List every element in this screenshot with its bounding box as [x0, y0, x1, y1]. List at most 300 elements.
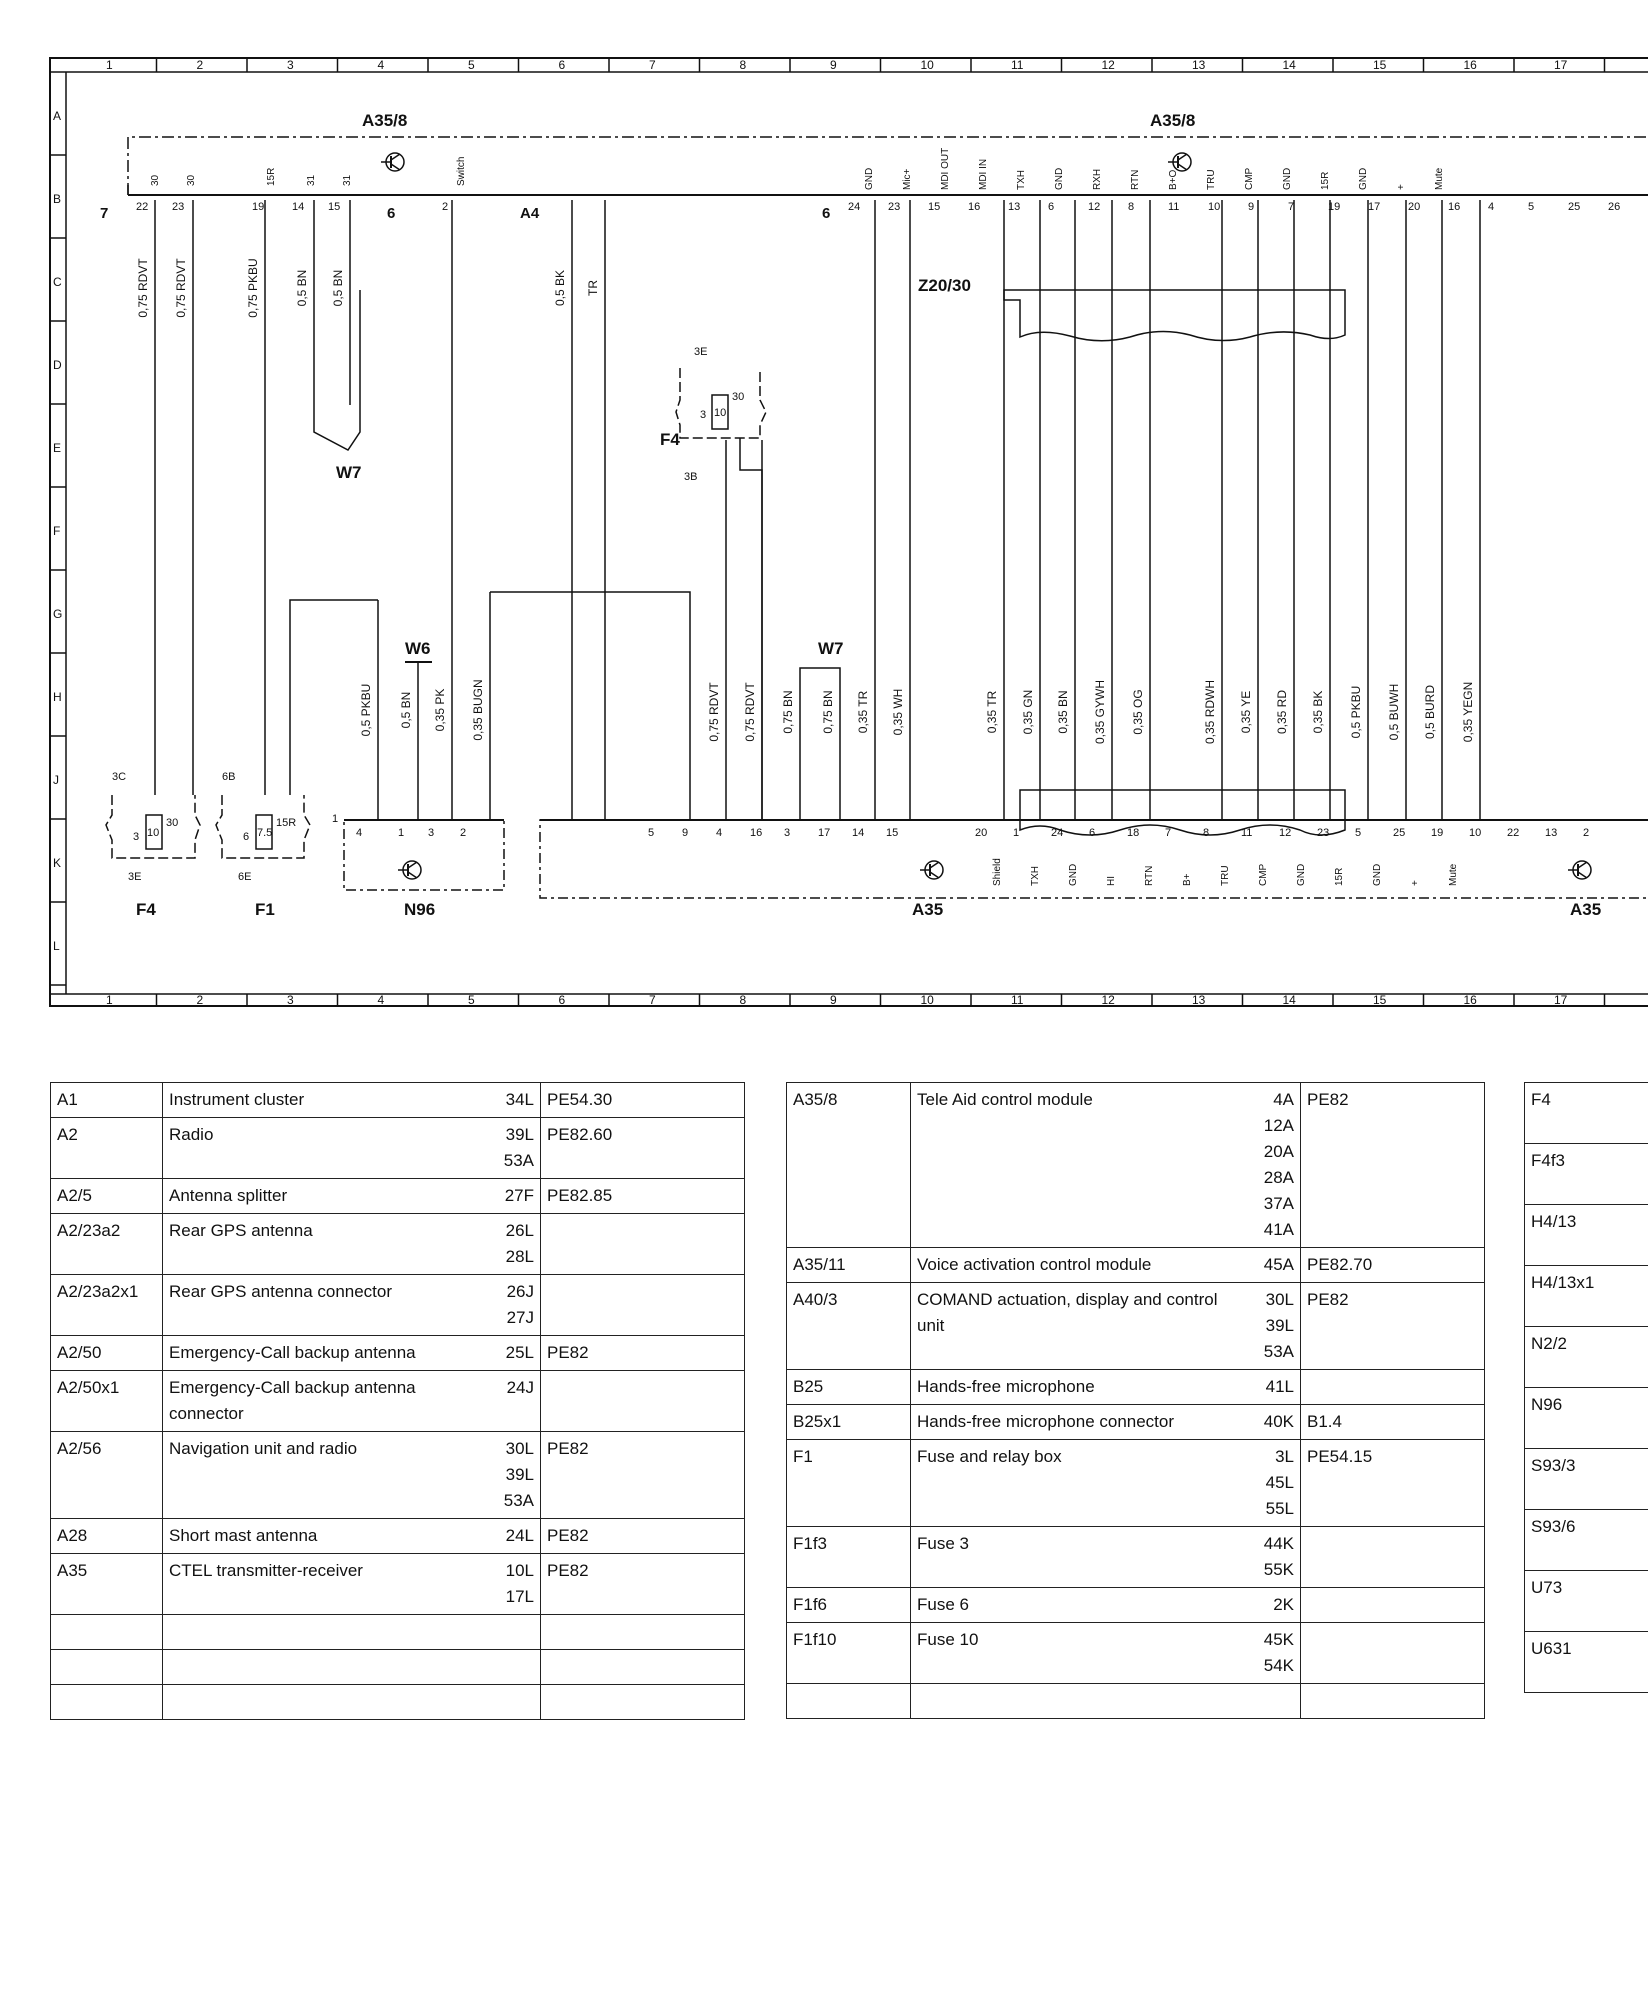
top-pin-number: 15 [328, 201, 341, 213]
a35-pin-signal: RTN [1144, 865, 1155, 886]
grid-col-label: 1 [106, 58, 113, 72]
a35-pin-number: 22 [1507, 827, 1520, 839]
top-pin-number: 16 [1448, 201, 1461, 213]
legend-loc [481, 1615, 541, 1650]
legend-code: U631 [1525, 1632, 1648, 1693]
transistor-icon [381, 153, 404, 171]
a35-pin-number: 5 [648, 827, 655, 839]
legend-row [1525, 1205, 1648, 1266]
legend-loc: 25L [481, 1336, 541, 1371]
a35-pin-number: 9 [682, 827, 689, 839]
legend-desc: Fuse 6 [911, 1588, 1233, 1623]
legend-desc: Fuse 3 [911, 1527, 1233, 1588]
grid-col-label: 16 [1463, 58, 1477, 72]
top-pin-number: 7 [1288, 201, 1295, 213]
legend-ref [1301, 1527, 1485, 1588]
legend-row [787, 1405, 1485, 1440]
top-pin-number: 9 [1248, 201, 1255, 213]
grid-row-label: E [53, 441, 62, 455]
legend-row [1525, 1266, 1648, 1327]
legend-desc: Instrument cluster [163, 1083, 481, 1118]
wire-label: 0,5 BN [399, 691, 413, 729]
grid-col-label: 6 [558, 993, 566, 1007]
top-pin-number: 2 [442, 201, 449, 213]
grid-col-label: 11 [1011, 993, 1024, 1007]
wire-label: 0,35 TR [985, 690, 999, 734]
wire-label: 0,5 PKBU [1349, 685, 1363, 739]
wire-label: 0,5 BN [295, 269, 309, 307]
legend-desc: Fuse and relay box [911, 1440, 1233, 1527]
legend-desc: Voice activation control module [911, 1248, 1233, 1283]
fuse-f1-term: 15R [276, 817, 297, 829]
a35-pin-signal: GND [1068, 863, 1079, 886]
top-pin-signal: + [1396, 184, 1407, 190]
wire-label: 0,75 RDVT [136, 258, 150, 318]
legend-desc: Emergency-Call backup antenna connector [163, 1371, 481, 1432]
a35-pin-number: 25 [1393, 827, 1406, 839]
a35-pin-signal: GND [1296, 863, 1307, 886]
legend-loc: 34L [481, 1083, 541, 1118]
legend-row [787, 1527, 1485, 1588]
legend-row [1525, 1571, 1648, 1632]
legend-row [51, 1275, 745, 1336]
fuse-f1-term: 7.5 [257, 827, 273, 839]
top-pin-signal: 15R [1320, 171, 1331, 190]
top-pin-signal: Mute [1434, 167, 1445, 190]
n96-pin: 1 [332, 813, 339, 825]
legend-desc [163, 1615, 481, 1650]
wire-label: 0,35 RDWH [1203, 679, 1217, 745]
legend-ref [1301, 1623, 1485, 1684]
grid-col-label: 15 [1373, 993, 1387, 1007]
legend-desc [163, 1685, 481, 1720]
top-pin-number: 25 [1568, 201, 1581, 213]
b-left-number: 7 [100, 205, 109, 222]
fuse-mid-term: 30 [732, 391, 745, 403]
legend-loc [1233, 1684, 1301, 1719]
a35-pin-signal: B+ [1182, 873, 1193, 886]
legend-row [787, 1684, 1485, 1719]
legend-loc: 41L [1233, 1370, 1301, 1405]
grid-col-label: 15 [1373, 58, 1387, 72]
legend-code: A35 [51, 1554, 163, 1615]
a35-pin-signal: GND [1372, 863, 1383, 886]
grid-row-label: H [53, 690, 62, 704]
top-pin-signal: 30 [186, 174, 197, 186]
legend-code: A2/5 [51, 1179, 163, 1214]
grid-col-label: 10 [920, 58, 934, 72]
a35-pin-number: 1 [1013, 827, 1020, 839]
a35-pin-number: 8 [1203, 827, 1210, 839]
legend-ref [1301, 1370, 1485, 1405]
legend-row [51, 1615, 745, 1650]
fuse-mid-term: 10 [714, 407, 727, 419]
legend-code: A35/11 [787, 1248, 911, 1283]
a35-pin-number: 13 [1545, 827, 1558, 839]
grid-col-label: 3 [287, 993, 294, 1007]
grid-col-label: 4 [377, 993, 385, 1007]
a35-right-label: A35 [1570, 900, 1602, 919]
fuse-f4-block [106, 771, 200, 919]
fuse-f1-term: 6 [243, 831, 250, 843]
legend-row [51, 1432, 745, 1519]
a4-label: A4 [520, 205, 540, 222]
fuse-mid-term: 3 [700, 409, 707, 421]
legend-row [51, 1554, 745, 1615]
legend-desc: Hands-free microphone [911, 1370, 1233, 1405]
a35-pin-number: 18 [1127, 827, 1140, 839]
legend-code: B25x1 [787, 1405, 911, 1440]
legend-code: A2/23a2x1 [51, 1275, 163, 1336]
wire-label: 0,5 BURD [1423, 684, 1437, 740]
top-pin-signal: MDI OUT [940, 147, 951, 190]
legend-row [51, 1179, 745, 1214]
a35-pin-number: 2 [1583, 827, 1590, 839]
top-pin-number: 6 [1048, 201, 1055, 213]
legend-code [51, 1650, 163, 1685]
legend-row [1525, 1632, 1648, 1693]
b-right-number: 6 [822, 205, 831, 222]
legend-row [787, 1248, 1485, 1283]
grid-row-label: J [53, 773, 59, 787]
top-pin-signal: GND [1054, 167, 1065, 190]
top-pin-number: 4 [1488, 201, 1495, 213]
a35-pin-number: 10 [1469, 827, 1482, 839]
legend-loc: 2K [1233, 1588, 1301, 1623]
top-pin-signal: Mic+ [902, 168, 913, 190]
grid-col-label: 14 [1282, 58, 1296, 72]
legend-desc: Hands-free microphone connector [911, 1405, 1233, 1440]
wire-label: 0,35 RD [1275, 689, 1289, 735]
legend-row [51, 1214, 745, 1275]
a35-pin-number: 20 [975, 827, 988, 839]
wire-label: 0,75 RDVT [707, 682, 721, 742]
legend-row [51, 1650, 745, 1685]
legend-code: N2/2 [1525, 1327, 1648, 1388]
grid-col-label: 2 [196, 993, 204, 1007]
legend-loc: 26J 27J [481, 1275, 541, 1336]
legend-loc: 30L 39L 53A [481, 1432, 541, 1519]
transistor-icon [1168, 153, 1191, 171]
legend-ref: PE82 [541, 1519, 745, 1554]
a35-pin-number: 15 [886, 827, 899, 839]
legend-code: F1 [787, 1440, 911, 1527]
wire-label: 0,35 GYWH [1093, 679, 1107, 745]
grid-col-label: 17 [1554, 993, 1568, 1007]
top-pin-number: 20 [1408, 201, 1421, 213]
legend-code: A35/8 [787, 1083, 911, 1248]
a35-pin-number: 14 [852, 827, 865, 839]
transistor-icon [398, 861, 421, 879]
grid-col-label: 5 [468, 993, 475, 1007]
legend-code: S93/3 [1525, 1449, 1648, 1510]
legend-row [51, 1118, 745, 1179]
top-pin-number: 10 [1208, 201, 1221, 213]
a35-pin-signal: TXH [1030, 866, 1041, 886]
grid-col-label: 5 [468, 58, 475, 72]
grid-col-label: 16 [1463, 993, 1477, 1007]
a35-pin-number: 3 [784, 827, 791, 839]
n96-pin: 4 [356, 827, 363, 839]
legend-row [51, 1336, 745, 1371]
legend-code: A1 [51, 1083, 163, 1118]
wire-label: 0,35 PK [433, 688, 447, 732]
legend-desc: Rear GPS antenna [163, 1214, 481, 1275]
legend-loc: 3L 45L 55L [1233, 1440, 1301, 1527]
top-pin-number: 14 [292, 201, 305, 213]
legend-code: F1f6 [787, 1588, 911, 1623]
a35-pin-number: 16 [750, 827, 763, 839]
legend-desc [911, 1684, 1233, 1719]
n96-pin: 1 [398, 827, 405, 839]
wire-label: 0,35 OG [1131, 689, 1145, 735]
legend-ref: PE54.30 [541, 1083, 745, 1118]
grid-col-label: 2 [196, 58, 204, 72]
grid-row-label: D [53, 358, 62, 372]
top-pin-number: 16 [968, 201, 981, 213]
wire-label: 0,5 BK [553, 269, 567, 307]
wire-label: 0,75 PKBU [246, 258, 260, 318]
wire-label: 0,5 PKBU [359, 683, 373, 737]
legend-code: A2/50x1 [51, 1371, 163, 1432]
grid-col-label: 11 [1011, 58, 1024, 72]
grid-row-label: K [53, 856, 62, 870]
legend-row [51, 1519, 745, 1554]
wire-label: 0,5 BUWH [1387, 683, 1401, 741]
legend-ref: PE82 [541, 1432, 745, 1519]
a35-pin-signal: + [1410, 880, 1421, 886]
legend-loc: 44K 55K [1233, 1527, 1301, 1588]
top-pin-number: 22 [136, 201, 149, 213]
wire-label: TR [586, 280, 600, 296]
fuse-f4-label: F4 [136, 900, 156, 919]
n96-box [344, 820, 504, 890]
legend-row [787, 1440, 1485, 1527]
legend-ref [1301, 1588, 1485, 1623]
grid-col-label: 8 [739, 58, 747, 72]
grid-row-label: C [53, 275, 62, 289]
legend-row [787, 1588, 1485, 1623]
grid-col-label: 1 [106, 993, 113, 1007]
legend-row [51, 1371, 745, 1432]
fuse-f4-term: 30 [166, 817, 179, 829]
grid-col-label: 3 [287, 58, 294, 72]
legend-code: A2 [51, 1118, 163, 1179]
wire-label: 0,35 TR [856, 690, 870, 734]
transistor-icon [920, 861, 943, 879]
legend-ref [541, 1371, 745, 1432]
a35-pin-signal: CMP [1258, 863, 1269, 886]
wire-label: 0,35 GN [1021, 689, 1035, 735]
top-pin-number: 19 [252, 201, 265, 213]
legend-row [1525, 1144, 1648, 1205]
wire-label: 0,75 RDVT [174, 258, 188, 318]
w7-top-label: W7 [336, 463, 362, 482]
a35-pin-signal: 15R [1334, 867, 1345, 886]
legend-row [787, 1623, 1485, 1684]
legend-ref [541, 1685, 745, 1720]
top-pin-signal: GND [1358, 167, 1369, 190]
legend-loc: 45K 54K [1233, 1623, 1301, 1684]
top-pin-signal: TXH [1016, 170, 1027, 190]
wire-label: 0,35 YEGN [1461, 681, 1475, 743]
grid-col-label: 8 [739, 993, 747, 1007]
a35-pin-signal: Shield [992, 858, 1003, 886]
legend-ref: PE82.85 [541, 1179, 745, 1214]
a35-pin-number: 23 [1317, 827, 1330, 839]
a35-8-left-label: A35/8 [362, 111, 408, 130]
a35-pin-number: 5 [1355, 827, 1362, 839]
legend-desc: CTEL transmitter-receiver [163, 1554, 481, 1615]
top-pin-signal: GND [864, 167, 875, 190]
legend-loc: 26L 28L [481, 1214, 541, 1275]
legend-code: B25 [787, 1370, 911, 1405]
legend-code [51, 1685, 163, 1720]
grid-col-label: 13 [1192, 58, 1206, 72]
a35-pin-number: 17 [818, 827, 831, 839]
legend-table-left [50, 1082, 745, 1720]
legend-code: H4/13x1 [1525, 1266, 1648, 1327]
legend-ref: PE82.60 [541, 1118, 745, 1179]
grid-row-label: F [53, 524, 61, 538]
b-mid-number: 6 [387, 205, 396, 222]
legend-row [1525, 1083, 1648, 1144]
legend-code: A2/23a2 [51, 1214, 163, 1275]
grid-col-label: 6 [558, 58, 566, 72]
legend-loc: 24L [481, 1519, 541, 1554]
top-pin-number: 11 [1168, 201, 1180, 213]
legend-code [787, 1684, 911, 1719]
wire-label: 0,5 BN [331, 269, 345, 307]
top-pin-number: 19 [1328, 201, 1341, 213]
top-pin-signal: RTN [1130, 169, 1141, 190]
a35-pin-number: 7 [1165, 827, 1172, 839]
a35-pin-number: 19 [1431, 827, 1444, 839]
legend-row [787, 1370, 1485, 1405]
legend-code: F4 [1525, 1083, 1648, 1144]
legend-code: F1f10 [787, 1623, 911, 1684]
top-pin-number: 26 [1608, 201, 1621, 213]
legend-loc: 27F [481, 1179, 541, 1214]
legend-ref: PE82 [541, 1336, 745, 1371]
a35-pin-signal: TRU [1220, 865, 1231, 886]
legend-code: S93/6 [1525, 1510, 1648, 1571]
wire-label: 0,75 BN [821, 690, 835, 734]
wire-label: 0,35 BN [1056, 690, 1070, 734]
wire-label: 0,75 BN [781, 690, 795, 734]
top-pin-signal: CMP [1244, 167, 1255, 190]
top-pin-signal: Switch [456, 156, 467, 186]
legend-desc: Emergency-Call backup antenna [163, 1336, 481, 1371]
legend-code: H4/13 [1525, 1205, 1648, 1266]
grid-col-label: 13 [1192, 993, 1206, 1007]
fuse-mid-block [660, 346, 766, 483]
top-pin-signal: 31 [306, 174, 317, 186]
top-pin-signal: RXH [1092, 168, 1103, 190]
legend-code: A2/56 [51, 1432, 163, 1519]
wire-label: 0,35 YE [1239, 690, 1253, 734]
a35-pin-signal: Mute [1448, 863, 1459, 886]
legend-ref [1301, 1684, 1485, 1719]
transistor-icon [1568, 861, 1591, 879]
legend-loc: 24J [481, 1371, 541, 1432]
legend-ref: PE54.15 [1301, 1440, 1485, 1527]
fuse-f1-term: 6E [238, 871, 252, 883]
grid-col-label: 9 [830, 993, 837, 1007]
top-pin-signal: MDI IN [978, 158, 989, 190]
wire-label: 0,35 BUGN [471, 679, 485, 741]
legend-desc: COMAND actuation, display and control unit [911, 1283, 1233, 1370]
legend-ref: PE82 [541, 1554, 745, 1615]
legend-desc: Navigation unit and radio [163, 1432, 481, 1519]
legend-row [1525, 1449, 1648, 1510]
legend-code: U73 [1525, 1571, 1648, 1632]
fuse-mid-term: 3B [684, 471, 698, 483]
legend-loc: 10L 17L [481, 1554, 541, 1615]
top-pin-signal: 15R [266, 167, 277, 186]
legend-code: F4f3 [1525, 1144, 1648, 1205]
top-pin-signal: TRU [1206, 169, 1217, 190]
w6-label: W6 [405, 639, 431, 658]
legend-loc [481, 1685, 541, 1720]
legend-row [1525, 1388, 1648, 1449]
grid-row-label: L [53, 939, 60, 953]
legend-code: A40/3 [787, 1283, 911, 1370]
top-pin-number: 8 [1128, 201, 1135, 213]
top-pin-number: 12 [1088, 201, 1101, 213]
legend-ref [541, 1275, 745, 1336]
a35-mid-label: A35 [912, 900, 944, 919]
legend-desc: Short mast antenna [163, 1519, 481, 1554]
a35-pin-number: 24 [1051, 827, 1064, 839]
legend-table-middle [786, 1082, 1485, 1719]
legend-code [51, 1615, 163, 1650]
n96-pin: 2 [460, 827, 467, 839]
grid-col-label: 7 [649, 993, 656, 1007]
legend-ref: PE82 [1301, 1283, 1485, 1370]
fuse-mid-label: F4 [660, 430, 680, 449]
grid-row-label: G [53, 607, 63, 621]
legend-desc [163, 1650, 481, 1685]
top-pin-number: 23 [172, 201, 185, 213]
legend-desc: Fuse 10 [911, 1623, 1233, 1684]
legend-loc: 40K [1233, 1405, 1301, 1440]
legend-row [1525, 1510, 1648, 1571]
grid-col-label: 14 [1282, 993, 1296, 1007]
grid-col-label: 12 [1101, 993, 1115, 1007]
legend-ref: PE82.70 [1301, 1248, 1485, 1283]
legend-code: N96 [1525, 1388, 1648, 1449]
fuse-f4-term: 3E [128, 871, 142, 883]
legend-code: A28 [51, 1519, 163, 1554]
top-pin-signal: B+O [1168, 169, 1179, 190]
legend-loc: 39L 53A [481, 1118, 541, 1179]
top-pin-signal: 30 [150, 174, 161, 186]
legend-loc [481, 1650, 541, 1685]
legend-desc: Rear GPS antenna connector [163, 1275, 481, 1336]
grid-col-label: 4 [377, 58, 385, 72]
grid-col-label: 12 [1101, 58, 1115, 72]
top-pin-number: 13 [1008, 201, 1021, 213]
wire-label: 0,75 RDVT [743, 682, 757, 742]
legend-loc: 30L 39L 53A [1233, 1283, 1301, 1370]
legend-table-right [1524, 1082, 1648, 1693]
a35-pin-number: 6 [1089, 827, 1096, 839]
legend-desc: Tele Aid control module [911, 1083, 1233, 1248]
grid-col-label: 7 [649, 58, 656, 72]
top-pin-number: 15 [928, 201, 941, 213]
n96-pin: 3 [428, 827, 435, 839]
